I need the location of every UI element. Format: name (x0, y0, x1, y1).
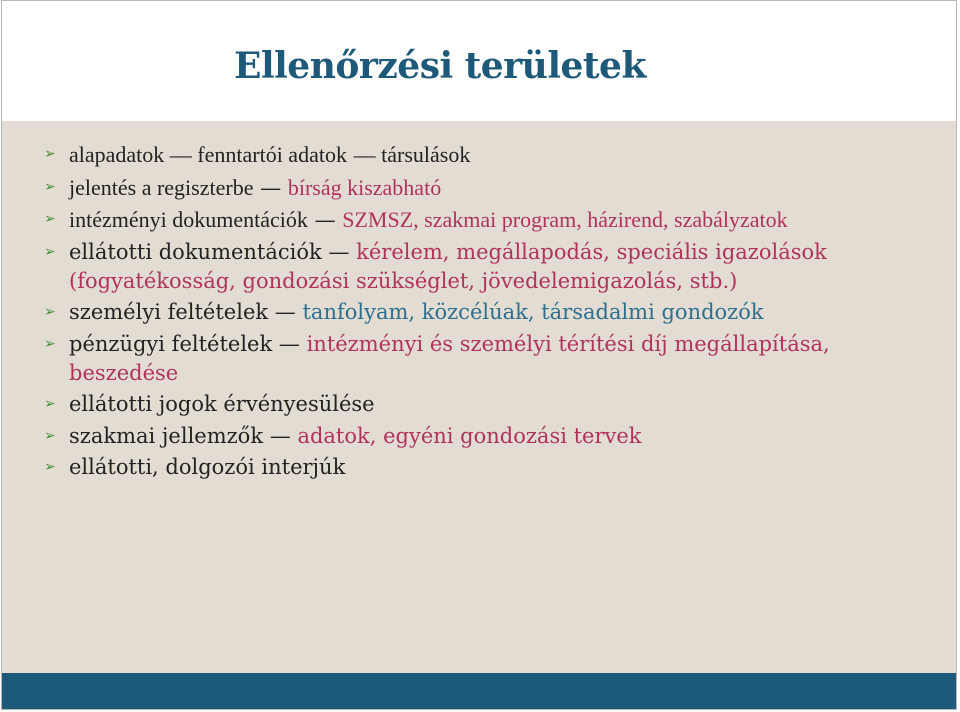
bullet-dash: — (269, 423, 291, 448)
bullet-detail: bírság kiszabható (287, 174, 442, 200)
bullet-dash: — (274, 300, 296, 324)
bullet-lead: ellátotti dokumentációk (69, 239, 322, 264)
bullet-lead: szakmai jellemzők (69, 423, 264, 448)
title-area (2, 1, 956, 121)
bullet-dash: — (314, 208, 336, 232)
bullet-detail: kérelem, megállapodás, speciális igazolások (fogyatékosság, gondozási szükséglet, jövedelemigazolás, stb.) (69, 239, 827, 293)
bullet-lead: alapadatok — fenntartói adatok (69, 142, 347, 167)
bullet-list (44, 140, 844, 485)
bullet-dash: — (278, 331, 300, 356)
bullet-item (44, 173, 844, 203)
bullet-item (44, 330, 844, 388)
bullet-detail: tanfolyam, közcélúak, társadalmi gondozók (302, 300, 764, 324)
arrow-bullet-icon: ➢ (44, 459, 56, 475)
bullet-lead: ellátotti jogok érvényesülése (69, 392, 375, 416)
bullet-detail: adatok, egyéni gondozási tervek (297, 423, 642, 448)
footer-bar (2, 673, 956, 709)
slide-title: Ellenőrzési területek (234, 45, 646, 87)
bullet-item (44, 422, 844, 451)
arrow-bullet-icon: ➢ (44, 427, 56, 444)
arrow-bullet-icon: ➢ (44, 146, 56, 162)
arrow-bullet-icon: ➢ (44, 304, 56, 320)
bullet-lead: jelentés a regiszterbe (69, 174, 254, 200)
bullet-lead: intézményi dokumentációk (69, 207, 308, 232)
bullet-item (44, 390, 844, 419)
bullet-lead: személyi feltételek (69, 300, 269, 324)
bullet-lead: pénzügyi feltételek (69, 331, 273, 356)
arrow-bullet-icon: ➢ (44, 211, 56, 227)
arrow-bullet-icon: ➢ (44, 243, 56, 260)
bullet-dash: — (328, 239, 350, 264)
bullet-detail: intézményi és személyi térítési díj megállapítása, beszedése (69, 331, 830, 385)
arrow-bullet-icon: ➢ (44, 396, 56, 412)
bullet-item (44, 238, 844, 296)
bullet-lead: ellátotti, dolgozói interjúk (69, 455, 346, 479)
arrow-bullet-icon: ➢ (44, 178, 56, 195)
bullet-item (44, 140, 844, 170)
bullet-item (44, 205, 844, 235)
arrow-bullet-icon: ➢ (44, 335, 56, 352)
bullet-detail: SZMSZ, szakmai program, házirend, szabályzatok (342, 207, 788, 232)
bullet-detail: — társulások (353, 142, 471, 167)
bullet-item (44, 298, 844, 327)
bullet-item (44, 453, 844, 482)
bullet-dash: — (260, 175, 282, 200)
